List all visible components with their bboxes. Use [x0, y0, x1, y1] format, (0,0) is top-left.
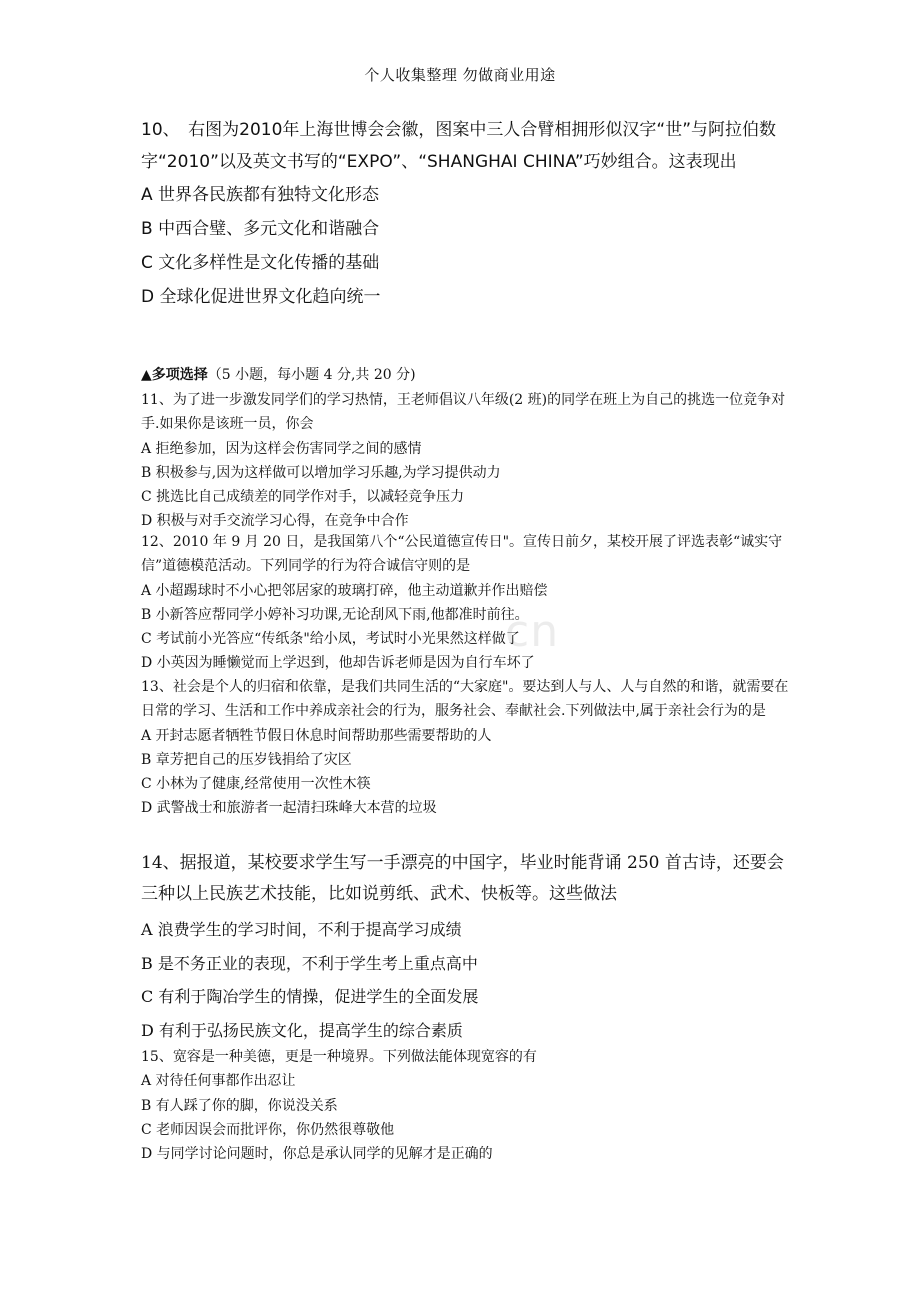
question-15-option-d: D 与同学讨论问题时，你总是承认同学的见解才是正确的: [141, 1146, 493, 1163]
question-11-option-d: D 积极与对手交流学习心得，在竞争中合作: [141, 513, 409, 530]
question-10-option-c: C 文化多样性是文化传播的基础: [141, 253, 380, 273]
question-13-stem: 13、社会是个人的归宿和依靠，是我们共同生活的“大家庭"。要达到人与人、人与自然的和谐，就需要在日常的学习、生活和工作中养成亲社会的行为，服务社会、奉献社会.下列做法中,属于亲社会行为的是: [141, 679, 789, 720]
question-10-option-d: D 全球化促进世界文化趋向统一: [141, 287, 381, 307]
question-13-option-b: B 章芳把自己的压岁钱捐给了灾区: [141, 751, 352, 768]
question-14-option-d: D 有利于弘扬民族文化，提高学生的综合素质: [141, 1020, 463, 1040]
question-12-stem: 12、2010 年 9 月 20 日，是我国第八个“公民道德宣传日"。宣传日前夕，某校开展了评选表彰“诚实守信”道德模范活动。下列同学的行为符合诚信守则的是: [141, 534, 783, 575]
question-15-option-b: B 有人踩了你的脚，你说没关系: [141, 1097, 338, 1114]
question-12-option-a: A 小超踢球时不小心把邻居家的玻璃打碎，他主动道歉并作出赔偿: [141, 582, 548, 599]
question-11-option-b: B 积极参与,因为这样做可以增加学习乐趣,为学习提供动力: [141, 464, 501, 481]
question-15-stem: 15、宽容是一种美德，更是一种境界。下列做法能体现宽容的有: [141, 1049, 537, 1065]
question-12-option-b: B 小新答应帮同学小婷补习功课,无论刮风下雨,他都准时前往。: [141, 606, 529, 623]
question-14-option-b: B 是不务正业的表现，不利于学生考上重点高中: [141, 953, 478, 973]
question-10: [141, 114, 791, 314]
question-15: [141, 1045, 791, 1166]
question-13-option-d: D 武警战士和旅游者一起清扫珠峰大本营的垃圾: [141, 800, 437, 817]
page-header: 个人收集整理 勿做商业用途: [364, 66, 556, 84]
question-10-option-b: B 中西合璧、多元文化和谐融合: [141, 219, 380, 239]
section-title: ▲多项选择: [141, 367, 208, 383]
question-13-option-c: C 小林为了健康,经常使用一次性木筷: [141, 776, 371, 793]
question-10-option-a: A 世界各民族都有独特文化形态: [141, 185, 380, 205]
question-15-option-c: C 老师因误会而批评你，你仍然很尊敬他: [141, 1121, 395, 1138]
question-10-stem: 10、 右图为2010年上海世博会会徽，图案中三人合臂相拥形似汉字“世”与阿拉伯数字“2010”以及英文书写的“EXPO”、“SHANGHAI CHINA”巧妙组合。这表现出: [141, 120, 777, 172]
question-13-option-a: A 开封志愿者牺牲节假日休息时间帮助那些需要帮助的人: [141, 727, 492, 744]
question-11-option-c: C 挑选比自己成绩差的同学作对手，以减轻竞争压力: [141, 489, 465, 506]
question-14-option-c: C 有利于陶冶学生的情操，促进学生的全面发展: [141, 987, 479, 1006]
question-11: [141, 388, 791, 534]
question-11-stem: 11、为了进一步激发同学们的学习热情，王老师倡议八年级(2 班)的同学在班上为自己的挑选一位竞争对手.如果你是该班一员，你会: [141, 392, 786, 433]
question-14: [141, 848, 791, 1047]
question-14-option-a: A 浪费学生的学习时间，不利于提高学习成绩: [141, 920, 462, 939]
question-12: [141, 530, 791, 676]
question-15-option-a: A 对待任何事都作出忍让: [141, 1073, 296, 1090]
section-note: （5 小题，每小题 4 分,共 20 分): [207, 367, 416, 383]
question-14-stem: 14、据报道，某校要求学生写一手漂亮的中国字，毕业时能背诵 250 首古诗，还要会三种以上民族艺术技能，比如说剪纸、武术、快板等。这些做法: [141, 853, 784, 904]
section-heading: [141, 364, 416, 384]
watermark: cn: [505, 606, 560, 657]
question-13: [141, 675, 791, 821]
question-12-option-c: C 考试前小光答应“传纸条"给小凤，考试时小光果然这样做了: [141, 631, 520, 648]
question-11-option-a: A 拒绝参加，因为这样会伤害同学之间的感情: [141, 440, 422, 457]
question-12-option-d: D 小英因为睡懒觉而上学迟到，他却告诉老师是因为自行车坏了: [141, 655, 535, 672]
